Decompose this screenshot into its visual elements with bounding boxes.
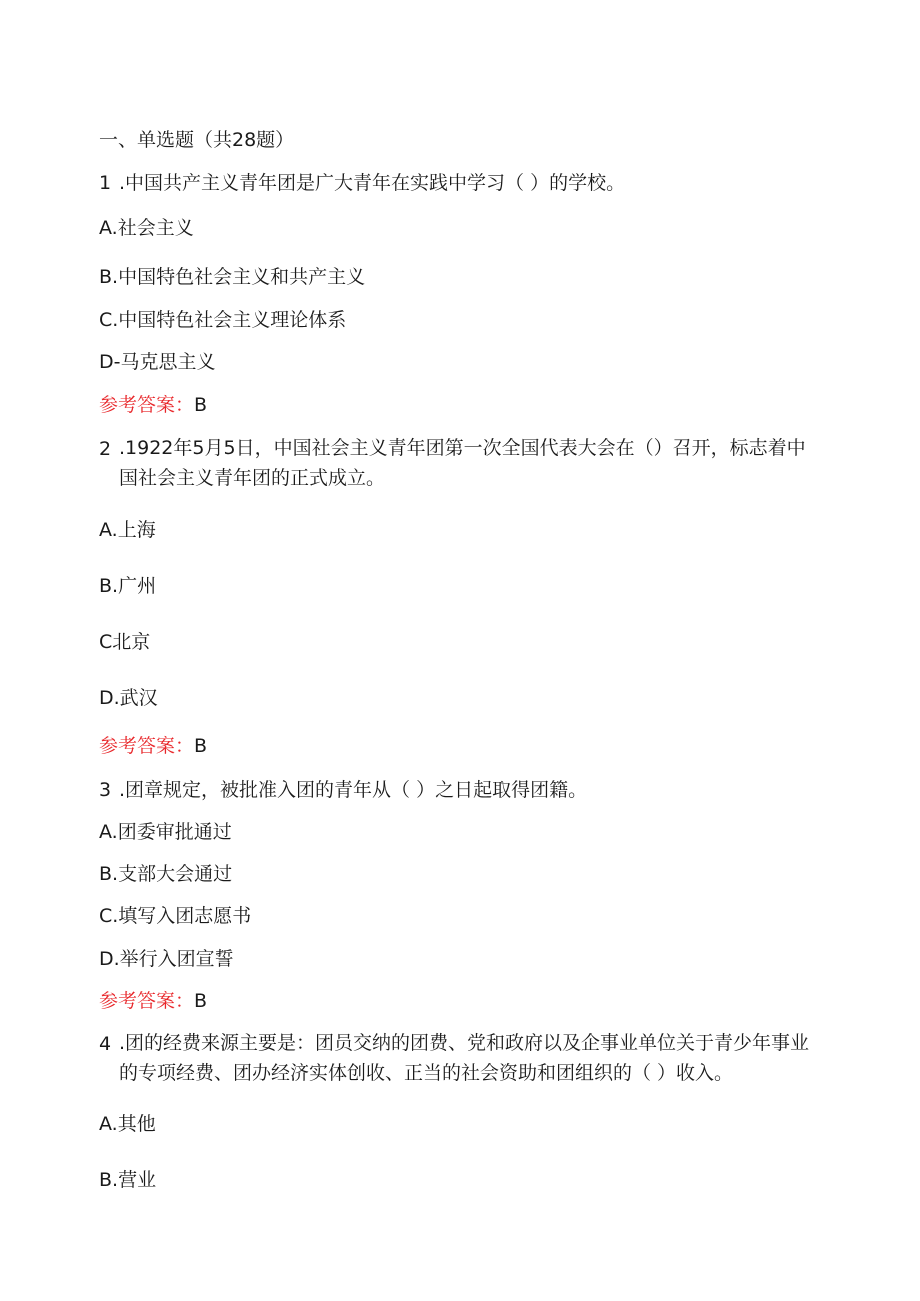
question-text: .1922年5月5日，中国社会主义青年团第一次全国代表大会在（）召开，标志着中国社会主义青年团的正式成立。 <box>119 437 806 489</box>
option-c: C.中国特色社会主义理论体系 <box>99 309 347 331</box>
option-b: B.广州 <box>99 575 157 597</box>
answer-line <box>99 392 207 418</box>
answer-label: 参考答案： <box>99 735 195 757</box>
question-number: 2 <box>99 438 112 460</box>
question-number: 4 <box>99 1033 112 1055</box>
question-text: .团章规定，被批准入团的青年从（ ）之日起取得团籍。 <box>119 779 588 801</box>
option-c: C.填写入团志愿书 <box>99 905 252 927</box>
option-c: C北京 <box>99 631 151 653</box>
question-text: .中国共产主义青年团是广大青年在实践中学习（ ）的学校。 <box>119 172 626 194</box>
option-d: D-马克思主义 <box>99 351 216 373</box>
option-a: A.社会主义 <box>99 217 194 239</box>
answer-line <box>99 988 207 1014</box>
question-number: 1 <box>99 172 112 194</box>
option-b: B.中国特色社会主义和共产主义 <box>99 266 366 288</box>
question-text: .团的经费来源主要是：团员交纳的团费、党和政府以及企事业单位关于青少年事业的专项经费、团办经济实体创收、正当的社会资助和团组织的（ ）收入。 <box>119 1032 810 1084</box>
option-a: A.团委审批通过 <box>99 821 232 843</box>
answer-label: 参考答案： <box>99 990 195 1012</box>
section-heading: 一、单选题（共28题） <box>99 129 295 151</box>
option-b: B.支部大会通过 <box>99 863 233 885</box>
option-d: D.武汉 <box>99 687 158 709</box>
answer-value: B <box>194 990 208 1012</box>
answer-line <box>99 733 207 759</box>
option-b: B.营业 <box>99 1169 157 1191</box>
answer-label: 参考答案： <box>99 394 195 416</box>
option-d: D.举行入团宣誓 <box>99 948 234 970</box>
answer-value: B <box>194 394 208 416</box>
question-number: 3 <box>99 779 112 801</box>
option-a: A.上海 <box>99 519 156 541</box>
option-a: A.其他 <box>99 1113 156 1135</box>
answer-value: B <box>194 735 208 757</box>
